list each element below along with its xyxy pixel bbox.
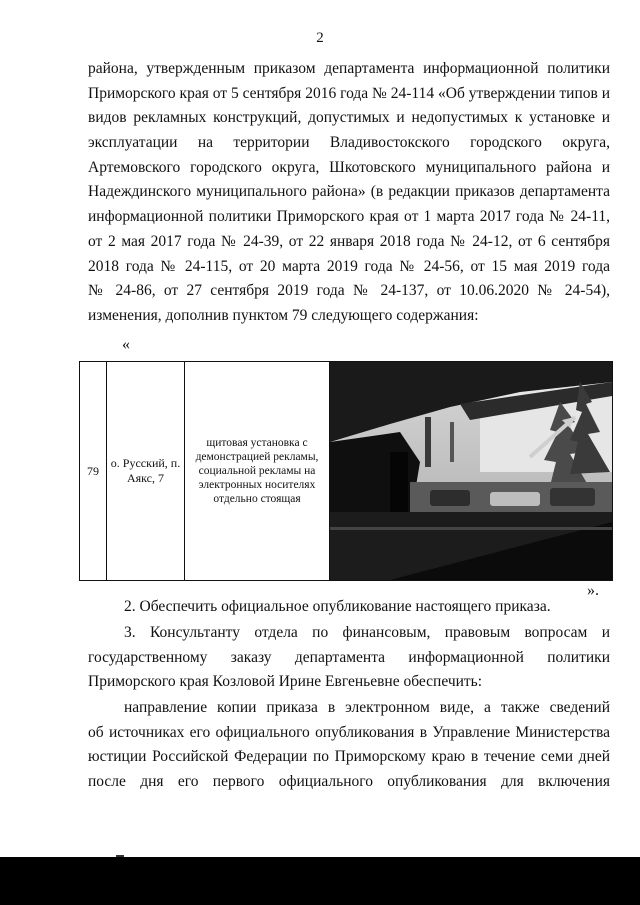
text-line: Надеждинского муниципального района» (в редакции приказов департамента [88, 183, 610, 201]
scan-bottom-border [0, 857, 640, 905]
text-line: Артемовского городского округа, Шкотовского муниципального района и [88, 158, 610, 176]
text-line: района, утвержденным приказом департамента информационной политики [88, 60, 610, 77]
text-line: государственному заказу департамента информационной политики [88, 648, 610, 666]
paragraph-amendment [88, 57, 610, 329]
text-line: эксплуатации на территории Владивостокского городского округа, [88, 134, 610, 152]
text-line: Приморского края Козловой Ирине Евгеньевне обеспечить: [88, 673, 483, 691]
table-row [80, 362, 613, 581]
text-line: от 2 мая 2017 года № 24-39, от 22 января 2018 года № 24-12, от 6 сентября [88, 232, 610, 250]
paragraph-consultant [88, 621, 610, 695]
text-line: № 24-86, от 27 сентября 2019 года № 24-137, от 10.06.2020 № 24-54), [88, 282, 610, 300]
text-line: об источниках его официального опубликования в Управление Министерства [88, 723, 610, 741]
text-line: 2018 года № 24-115, от 20 марта 2019 года № 24-56, от 15 мая 2019 года [88, 257, 610, 275]
billboard-photo [330, 362, 612, 580]
page-number: 2 [316, 30, 324, 46]
paragraph-submission [88, 696, 610, 795]
row-structure-type: щитовая установка с демонстрацией рекламы, социальной рекламы на электронных носителях отдельно стоящая [185, 362, 330, 581]
row-number: 79 [80, 362, 107, 581]
text-line: 3. Консультанту отдела по финансовым, правовым вопросам и [124, 624, 610, 641]
advertising-table [79, 361, 613, 581]
closing-quote: ». [587, 582, 599, 599]
text-line: после дня его первого официального опубликования для включения [88, 773, 610, 791]
text-line: изменения, дополнив пунктом 79 следующего содержания: [88, 306, 479, 324]
row-address: о. Русский, п. Аякс, 7 [107, 362, 185, 581]
structure-photo [330, 362, 613, 581]
text-line: 2. Обеспечить официальное опубликование настоящего приказа. [124, 598, 551, 615]
text-line: информационной политики Приморского края от 1 марта 2017 года № 24-11, [88, 208, 610, 226]
text-line: юстиции Российской Федерации по Приморскому краю в течение семи дней [88, 748, 610, 766]
text-line: Приморского края от 5 сентября 2016 года № 24-114 «Об утверждении типов и [88, 84, 610, 102]
paragraph-publication [88, 595, 610, 620]
text-line: направление копии приказа в электронном виде, а также сведений [124, 699, 610, 716]
text-line: видов рекламных конструкций, допустимых и недопустимых к установке и [88, 109, 610, 127]
opening-quote: « [122, 336, 130, 353]
